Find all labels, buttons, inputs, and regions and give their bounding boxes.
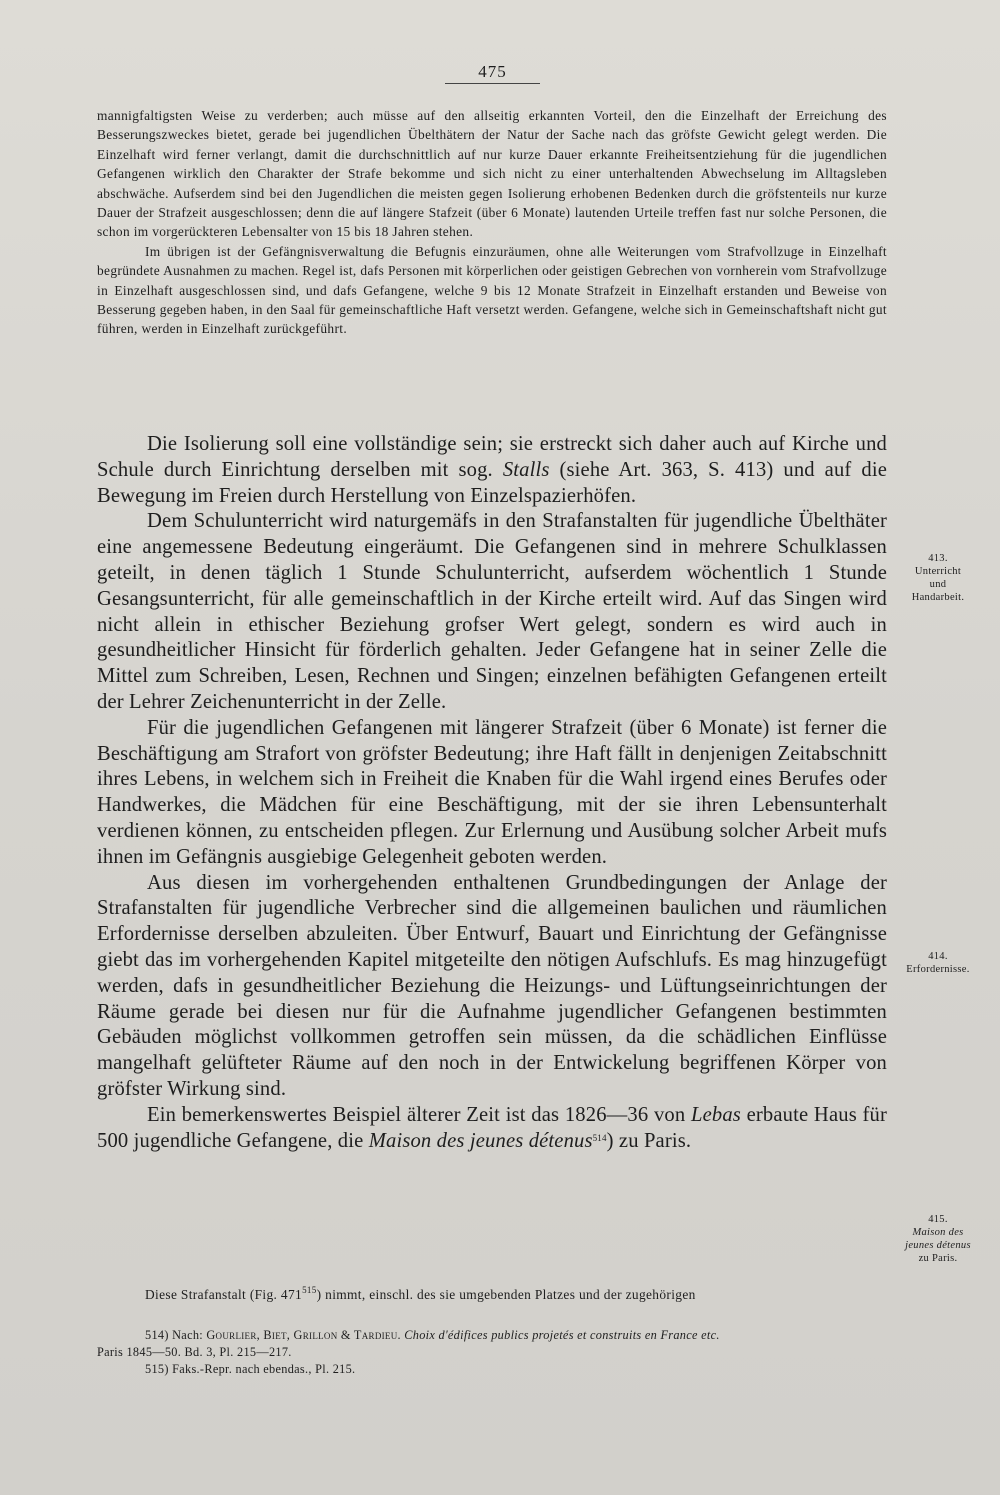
body-small-text bbox=[97, 106, 887, 339]
stalls-term: Stalls bbox=[502, 458, 550, 481]
page-number: 475 bbox=[445, 62, 540, 84]
footnote-ref-515[interactable]: 515 bbox=[302, 1285, 317, 1295]
body-large-text bbox=[97, 432, 887, 1154]
paragraph-6: Aus diesen im vorhergehenden enthaltenen Grundbedingungen der Anlage der Strafanstalten für jugendliche Verbrecher sind die allgemeinen baulichen und räumlichen Erfordernisse derselben abzuleiten. Über Entwurf, Bauart und Einrichtung der Gefängnisse giebt das im vorhergehenden Kapitel mitgeteilte den nötigen Aufschlufs. Es mag hinzugefügt werden, dafs in gesundheitlicher Beziehung die Heizungs- und Lüftungseinrichtungen der Räume gerade bei diesen nur für die Aufnahme jugendlicher Gefangenen bestimmten Gebäuden möglichst vollkommen getroffen sein müssen, da die schädlichen Einflüsse mangelhaft gelüfteter Räume auf den noch in der Entwickelung begriffenen Körper von gröfster Wirkung sind. bbox=[97, 871, 887, 1100]
sidenote-413: 413. Unterricht und Handarbeit. bbox=[911, 553, 965, 603]
institution-name: Maison des jeunes détenus bbox=[368, 1129, 593, 1152]
sidenote-415: 415. Maison des jeunes détenus zu Paris. bbox=[905, 1214, 971, 1264]
footnote-ref-514[interactable]: 514 bbox=[592, 1132, 607, 1143]
footnote-514-continued: Paris 1845—50. Bd. 3, Pl. 215—217. bbox=[97, 1345, 292, 1359]
footnote-515: 515) Faks.-Repr. nach ebendas., Pl. 215. bbox=[145, 1362, 356, 1376]
sidenote-414: 414. Erfordernisse. bbox=[906, 951, 970, 975]
paragraph-7: Ein bemerkenswertes Beispiel älterer Zeit ist das 1826—36 von Lebas erbaute Haus für 500 jugendliche Gefangene, die Maison des jeunes détenus$^{514}$) zu Paris. bbox=[97, 1103, 887, 1152]
paragraph-4: Dem Schulunterricht wird naturgemäfs in den Strafanstalten für jugendliche Übelthäter eine angemessene Bedeutung eingeräumt. Die Gefangenen sind in mehrere Schulklassen geteilt, in denen täglich 1 Stunde Schulunterricht, aufserdem wöchentlich 1 Stunde Gesangsunterricht, für alle gemeinschaftlich in der Kirche erteilt wird. Auf das Singen wird nicht allein in ethischer Beziehung grofser Wert gelegt, sondern es wird auch in gesundheitlicher Hinsicht für förderlich gehalten. Jeder Gefangene hat in seiner Zelle die Mittel zum Schreiben, Lesen, Rechnen und Singen; einzelnen befähigten Gefangenen erteilt der Lehrer Zeichenunterricht in der Zelle. bbox=[97, 510, 887, 713]
architect-name: Lebas bbox=[690, 1103, 741, 1126]
paragraph-2: Im übrigen ist der Gefängnisverwaltung die Befugnis einzuräumen, ohne alle Weiterungen vom Strafvollzuge in Einzelhaft begründete Ausnahmen zu machen. Regel ist, dafs Personen mit körperlichen oder geistigen Gebrechen von vornherein vom Strafvollzuge in Einzelhaft ausgeschlossen sind, und dafs Gefangene, welche 9 bis 12 Monate Strafzeit in Einzelhaft erstanden und Beweise von Besserung gegeben haben, in den Saal für gemeinschaftliche Haft versetzt werden. Gefangene, welche sich in Gemeinschaftshaft nicht gut führen, werden in Einzelhaft zurückgeführt. bbox=[97, 243, 887, 337]
paragraph-3: Die Isolierung soll eine vollständige sein; sie erstreckt sich daher auch auf Kirche und Schule durch Einrichtung derselben mit sog. Stalls (siehe Art. 363, S. 413) und auf die Bewegung im Freien durch Herstellung von Einzelspazierhöfen. bbox=[97, 433, 888, 507]
footnotes bbox=[97, 1327, 887, 1378]
footnote-514: 514) Nach: Gourlier, Biet, Grillon & Tardieu. Choix d'édifices publics projetés et construits en France etc. bbox=[145, 1328, 720, 1342]
paragraph-5: Für die jugendlichen Gefangenen mit längerer Strafzeit (über 6 Monate) ist ferner die Beschäftigung am Strafort von gröfster Bedeutung; ihre Haft fällt in denjenigen Zeitabschnitt ihres Lebens, in welchem sich in Freiheit die Knaben für die Wahl irgend eines Berufes oder Handwerkes, die Mädchen für eine Beschäftigung, mit der sie ihren Lebensunterhalt verdienen können, zu entscheiden pflegen. Zur Erlernung und Ausübung solcher Arbeit mufs ihnen im Gefängnis ausgiebige Gelegenheit geboten werden. bbox=[97, 716, 887, 868]
paragraph-1: mannigfaltigsten Weise zu verderben; auch müsse auf den allseitig erkannten Vorteil, den die Einzelhaft der Erreichung des Besserungszweckes bietet, gerade bei jugendlichen Übelthätern der Natur der Sache nach das gröfste Gewicht gelegt werden. Die Einzelhaft wird ferner verlangt, damit die durchschnittlich auf nur kurze Dauer erkannte Freiheitsentziehung für die jugendlichen Gefangenen wirklich den Charakter der Strafe bekomme und sich nicht zu einer unterhaltenden Abwechselung im Alltagsleben abschwäche. Aufserdem sind bei den Jugendlichen die meisten gegen Isolierung erhobenen Bedenken durch die gröfstenteils nur kurze Dauer der Strafzeit ausgeschlossen; denn die auf längere Stafzeit (über 6 Monate) lautenden Urteile treffen fast nur solche Personen, die schon im vorgerückteren Lebensalter von 15 bis 18 Jahren stehen. bbox=[97, 108, 887, 240]
paragraph-8: Diese Strafanstalt (Fig. $471^{515}$) nimmt, einschl. des sie umgebenden Platzes und der zugehörigen bbox=[145, 1285, 696, 1302]
body-small-text-continued bbox=[97, 1285, 887, 1304]
